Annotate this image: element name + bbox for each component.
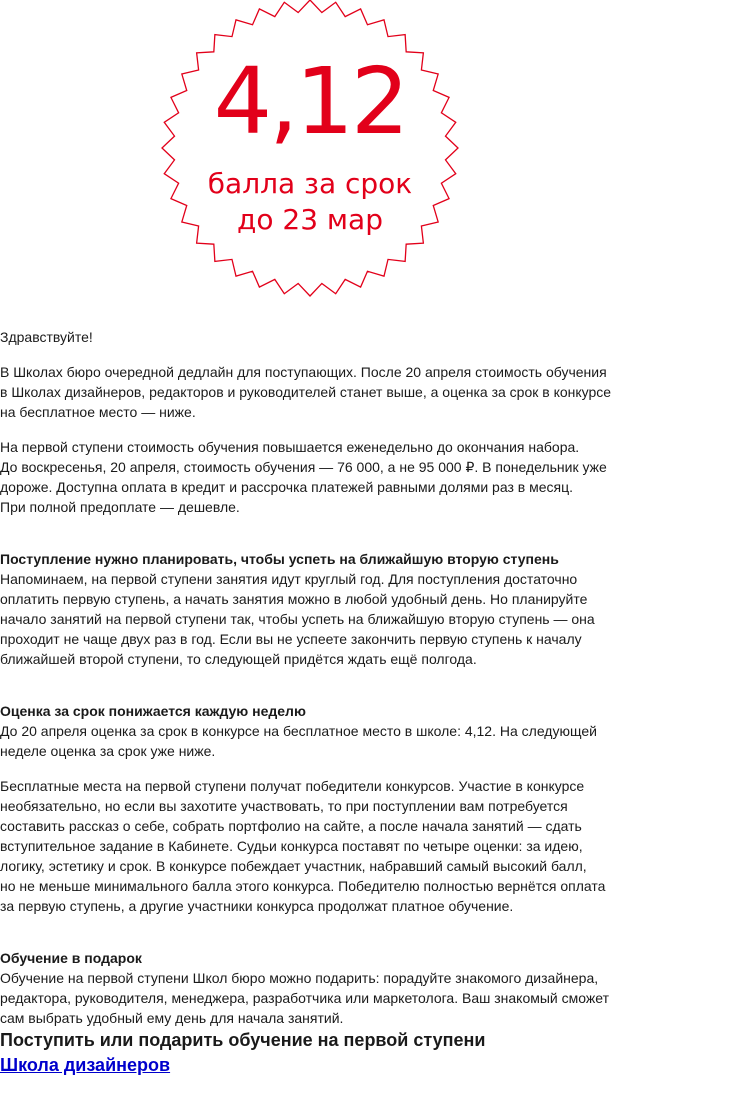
section-paragraph bbox=[0, 968, 620, 1028]
section-paragraph bbox=[0, 569, 620, 669]
email-body bbox=[0, 327, 620, 1077]
text-line: Бесплатные места на первой ступени получат победители конкурсов. Участие в конкурсе bbox=[0, 778, 585, 794]
section-title: Поступление нужно планировать, чтобы успеть на ближайшую вторую ступень bbox=[0, 551, 559, 567]
text-line: в Школах дизайнеров, редакторов и руководителей станет выше, а оценка за срок в конкурсе bbox=[0, 384, 612, 400]
text-line: логику, эстетику и срок. В конкурсе побеждает участник, набравший самый высокий балл, bbox=[0, 858, 587, 874]
text-line: составить рассказ о себе, собрать портфолио на сайте, а после начала занятий — сдать bbox=[0, 818, 582, 834]
text-line: неделе оценка за срок уже ниже. bbox=[0, 743, 216, 759]
text-line: Обучение на первой ступени Школ бюро можно подарить: порадуйте знакомого дизайнера, bbox=[0, 970, 599, 986]
section-planning bbox=[0, 549, 620, 669]
greeting: Здравствуйте! bbox=[0, 329, 93, 345]
text-line: сам выбрать удобный ему день для начала занятий. bbox=[0, 1010, 344, 1026]
badge-caption-line-1: балла за срок bbox=[207, 167, 413, 200]
badge-text bbox=[160, 0, 460, 300]
text-line: ближайшей второй ступени, то следующей придётся ждать ещё полгода. bbox=[0, 651, 477, 667]
text-line: При полной предоплате — дешевле. bbox=[0, 499, 240, 515]
badge-caption-line-2: до 23 мар bbox=[237, 203, 383, 236]
text-line: В Школах бюро очередной дедлайн для поступающих. После 20 апреля стоимость обучения bbox=[0, 364, 607, 380]
score-badge bbox=[160, 0, 460, 300]
section-title: Оценка за срок понижается каждую неделю bbox=[0, 703, 306, 719]
footer-heading: Поступить или подарить обучение на первой ступени bbox=[0, 1030, 486, 1050]
section-gift bbox=[0, 948, 620, 1028]
section-paragraph bbox=[0, 776, 620, 916]
text-line: но не меньше минимального балла этого конкурса. Победителю полностью вернётся оплата bbox=[0, 878, 606, 894]
text-line: Напоминаем, на первой ступени занятия идут круглый год. Для поступления достаточно bbox=[0, 571, 578, 587]
badge-score: 4,12 bbox=[213, 48, 407, 155]
section-title: Обучение в подарок bbox=[0, 950, 142, 966]
intro-paragraph-1 bbox=[0, 362, 620, 422]
section-paragraph bbox=[0, 721, 620, 761]
text-line: До воскресенья, 20 апреля, стоимость обучения — 76 000, а не 95 000 ₽. В понедельник уже bbox=[0, 459, 607, 475]
text-line: начало занятий на первой ступени так, чтобы успеть на ближайшую вторую ступень — она bbox=[0, 611, 595, 627]
text-line: дороже. Доступна оплата в кредит и рассрочка платежей равными долями раз в месяц. bbox=[0, 479, 573, 495]
text-line: До 20 апреля оценка за срок в конкурсе на бесплатное место в школе: 4,12. На следующей bbox=[0, 723, 597, 739]
text-line: редактора, руководителя, менеджера, разработчика или маркетолога. Ваш знакомый сможет bbox=[0, 990, 609, 1006]
text-line: необязательно, но если вы захотите участвовать, то при поступлении вам потребуется bbox=[0, 798, 568, 814]
text-line: На первой ступени стоимость обучения повышается еженедельно до окончания набора. bbox=[0, 439, 580, 455]
text-line: вступительное задание в Кабинете. Судьи конкурса поставят по четыре оценки: за идею, bbox=[0, 838, 583, 854]
text-line: за первую ступень, а другие участники конкурса продолжат платное обучение. bbox=[0, 898, 514, 914]
designers-school-link[interactable]: Школа дизайнеров bbox=[0, 1055, 171, 1075]
section-score bbox=[0, 701, 620, 916]
text-line: проходит не чаще двух раз в год. Если вы не успеете закончить первую ступень к началу bbox=[0, 631, 582, 647]
text-line: оплатить первую ступень, а начать занятия можно в любой удобный день. Но планируйте bbox=[0, 591, 588, 607]
intro-paragraph-2 bbox=[0, 437, 620, 517]
text-line: на бесплатное место — ниже. bbox=[0, 404, 196, 420]
